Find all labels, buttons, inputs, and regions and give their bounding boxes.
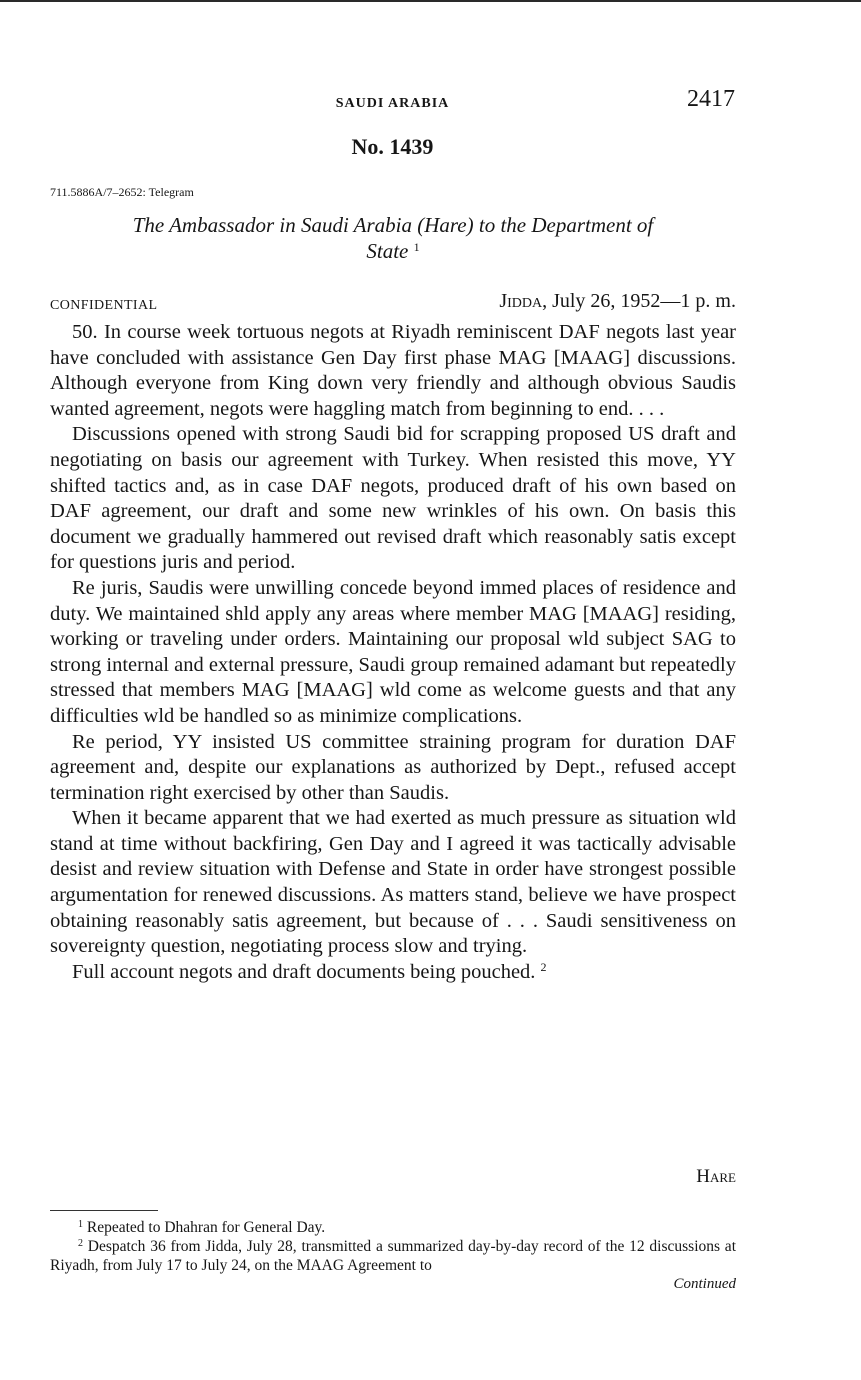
telegram-body [50, 320, 736, 985]
page-number: 2417 [687, 86, 735, 112]
footnote-2-text: Despatch 36 from Jidda, July 28, transmitted a summarized day-by-day record of the 12 discussions at Riyadh, from July 17 to July 24, on the MAAG Agreement to [50, 1238, 736, 1274]
date-time: , July 26, 1952—1 p. m. [542, 290, 736, 312]
continued-label: Continued [673, 1276, 736, 1292]
paragraph-6 [50, 960, 736, 986]
paragraph-5: When it became apparent that we had exerted as much pressure as situation wld stand at time without backfiring, Gen Day and I agreed it was tactically advisable desist and review situation with Defense and State in order have strongest possible argumentation for renewed discussions. As matters stand, believe we have prospect obtaining reasonably satis agreement, but because of . . . Saudi sensitiveness on sovereignty question, negotiating process slow and trying. [50, 807, 736, 958]
paragraph-2: Discussions opened with strong Saudi bid for scrapping proposed US draft and negotiating on basis our agreement with Turkey. When resisted this move, YY shifted tactics and, as in case DAF negots, produced draft of his own based on DAF agreement, our draft and some new wrinkles of his own. On basis this document we gradually hammered out revised draft which reasonably satis except for questions juris and period. [50, 423, 736, 574]
footnote-divider [50, 1210, 158, 1211]
body-footnote-ref: 2 [540, 959, 547, 974]
document-number: No. 1439 [351, 134, 434, 159]
classification-label: CONFIDENTIAL [50, 298, 158, 313]
place: Jidda [499, 290, 543, 312]
paragraph-6-text: Full account negots and draft documents being pouched. [72, 960, 536, 983]
footnote-1-ref: 1 [78, 1219, 83, 1230]
top-border-line [0, 0, 861, 2]
footnote-1-text: Repeated to Dhahran for General Day. [86, 1219, 326, 1236]
page-header [0, 86, 861, 126]
title-footnote-ref: 1 [413, 240, 420, 254]
footnote-2-ref: 2 [78, 1238, 83, 1249]
document-title [50, 212, 736, 264]
place-date-line [499, 290, 736, 313]
document-title-line-1: The Ambassador in Saudi Arabia (Hare) to the Department of [132, 213, 654, 237]
footnotes [50, 1218, 736, 1275]
footnote-1 [50, 1218, 736, 1237]
paragraph-1: 50. In course week tortuous negots at Riyadh reminiscent DAF negots last year have concluded with assistance Gen Day first phase MAG [MAAG] discussions. Although everyone from King down very friendly and although obvious Saudis wanted agreement, negots were haggling match from beginning to end. . . . [50, 321, 736, 420]
file-reference: 711.5886A/7–2652: Telegram [50, 185, 194, 199]
paragraph-4: Re period, YY insisted US committee straining program for duration DAF agreement and, despite our explanations as authorized by Dept., refused accept termination right exercised by other than Saudis. [50, 730, 736, 804]
document-title-line-2 [50, 238, 736, 264]
running-head: SAUDI ARABIA [335, 96, 450, 111]
paragraph-3: Re juris, Saudis were unwilling concede beyond immed places of residence and duty. We maintained shld apply any areas where member MAG [MAAG] residing, working or traveling under orders. Maintaining our proposal wld subject SAG to strong internal and external pressure, Saudi group remained adamant but repeatedly stressed that members MAG [MAAG] wld come as welcome guests and that any difficulties wld be handled so as minimize complications. [50, 576, 736, 727]
document-title-line-2-text: State [366, 239, 409, 263]
footnote-2 [50, 1237, 736, 1275]
signature: Hare [696, 1166, 736, 1187]
